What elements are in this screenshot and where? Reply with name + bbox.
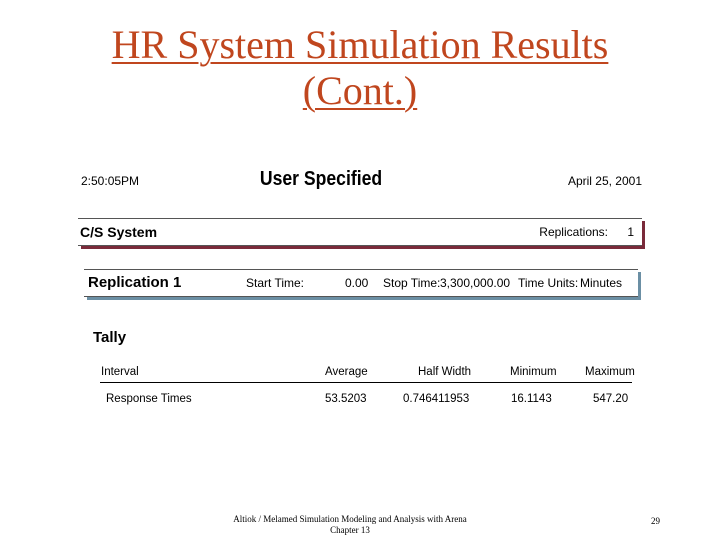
row-half-width: 0.746411953 <box>403 393 470 405</box>
slide-title <box>40 22 680 114</box>
replication-bar <box>84 269 638 297</box>
tally-title: Tally <box>93 329 127 346</box>
system-bar <box>78 218 642 246</box>
slide-title-line1: HR System Simulation Results <box>111 22 609 67</box>
header-divider <box>100 382 632 383</box>
system-name: C/S System <box>80 224 158 240</box>
footer-line2: Chapter 13 <box>330 525 370 535</box>
row-name: Response Times <box>106 393 192 405</box>
time-units-label: Time Units: <box>518 276 579 290</box>
page-number: 29 <box>651 516 660 526</box>
stop-time-label: Stop Time: <box>383 276 441 290</box>
replication-title: Replication 1 <box>88 274 182 291</box>
col-header-maximum: Maximum <box>585 366 635 378</box>
report-time: 2:50:05PM <box>81 174 140 188</box>
start-time-value: 0.00 <box>345 276 369 290</box>
stop-time-value: 3,300,000.00 <box>440 276 511 290</box>
time-units-value: Minutes <box>580 276 623 290</box>
col-header-half-width: Half Width <box>418 366 472 378</box>
slide-title-line2: (Cont.) <box>302 68 418 113</box>
report-heading: User Specified <box>259 168 383 190</box>
replications-value: 1 <box>627 225 634 239</box>
row-maximum: 547.20 <box>593 393 629 405</box>
row-minimum: 16.1143 <box>511 393 552 405</box>
col-header-minimum: Minimum <box>510 366 557 378</box>
col-header-interval: Interval <box>101 366 139 378</box>
arena-report <box>78 168 648 418</box>
footer-line1: Altiok / Melamed Simulation Modeling and Analysis with Arena <box>233 514 467 524</box>
row-average: 53.5203 <box>325 393 367 405</box>
col-header-average: Average <box>325 366 368 378</box>
footer-citation <box>200 514 500 536</box>
replications-label: Replications: <box>539 225 608 239</box>
report-date: April 25, 2001 <box>567 174 642 188</box>
start-time-label: Start Time: <box>246 276 305 290</box>
